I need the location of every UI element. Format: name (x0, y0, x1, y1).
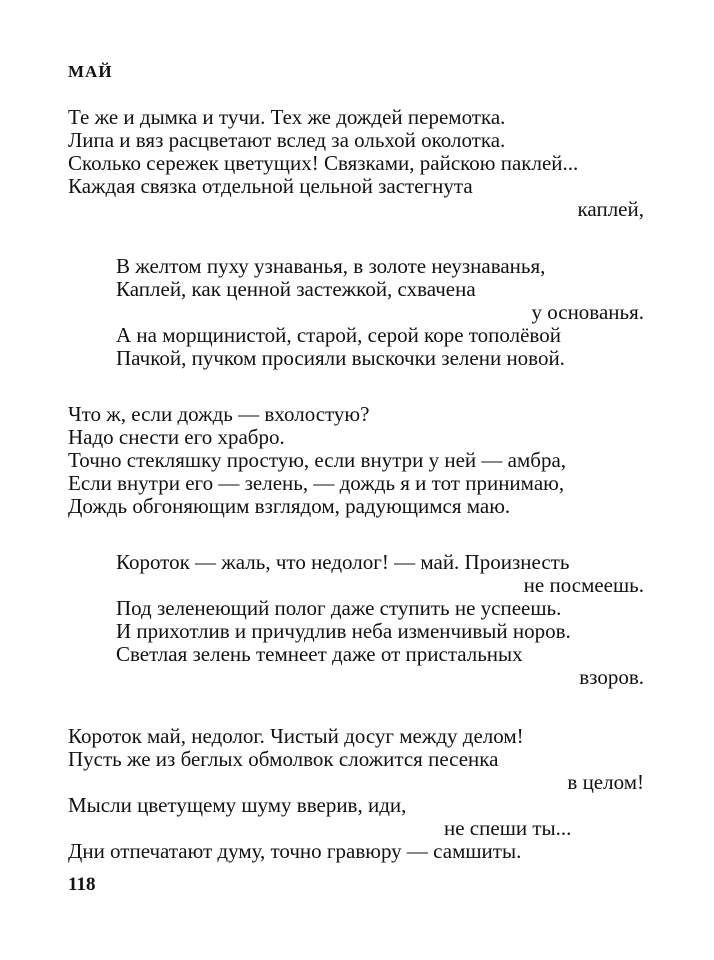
verse-line: Под зеленеющий полог даже ступить не успеешь. (116, 596, 562, 620)
verse-line: Каждая связка отдельной цельной застегнута (68, 174, 473, 198)
verse-line: Что ж, если дождь — вхолостую? (68, 402, 370, 426)
verse-line-continuation: каплей, (577, 197, 644, 221)
verse-line: И прихотлив и причудлив неба изменчивый норов. (116, 619, 571, 643)
page-number: 118 (68, 874, 96, 895)
verse-line-continuation: взоров. (579, 665, 644, 689)
verse-line: Пусть же из беглых обмолвок сложится песенка (68, 747, 499, 771)
verse-line: Сколько сережек цветущих! Связками, райскою паклей... (68, 151, 579, 175)
verse-line: Липа и вяз расцветают вслед за ольхой околотка. (68, 128, 506, 152)
verse-line-continuation: в целом! (567, 770, 644, 794)
stanza-3 (68, 403, 644, 518)
verse-line: В желтом пуху узнаванья, в золоте неузнаванья, (116, 254, 546, 278)
verse-line: Короток май, недолог. Чистый досуг между делом! (68, 724, 524, 748)
stanza-2 (116, 255, 644, 370)
verse-line: Надо снести его храбро. (68, 425, 285, 449)
verse-line: Точно стекляшку простую, если внутри у ней — амбра, (68, 448, 567, 472)
poem-title: МАЙ (68, 62, 113, 81)
verse-line: А на морщинистой, старой, серой коре тополёвой (116, 323, 561, 347)
verse-line: Дни отпечатают думу, точно гравюру — самшиты. (68, 839, 522, 863)
verse-line: Мысли цветущему шуму вверив, иди, (68, 793, 407, 817)
verse-line-continuation: не спеши ты... (444, 816, 572, 840)
stanza-1 (68, 106, 644, 221)
stanza-4 (116, 551, 644, 689)
verse-line-continuation: не посмеешь. (523, 573, 644, 597)
verse-line: Если внутри его — зелень, — дождь я и тот принимаю, (68, 471, 565, 495)
verse-line-continuation: у основанья. (531, 300, 644, 324)
verse-line: Каплей, как ценной застежкой, схвачена (116, 277, 476, 301)
stanza-5 (68, 725, 644, 863)
verse-line: Те же и дымка и тучи. Тех же дождей перемотка. (68, 105, 506, 129)
verse-line: Короток — жаль, что недолог! — май. Произнесть (116, 550, 570, 574)
verse-line: Дождь обгоняющим взглядом, радующимся маю. (68, 494, 511, 518)
verse-line: Светлая зелень темнеет даже от пристальных (116, 642, 523, 666)
verse-line: Пачкой, пучком просияли выскочки зелени новой. (116, 346, 565, 370)
